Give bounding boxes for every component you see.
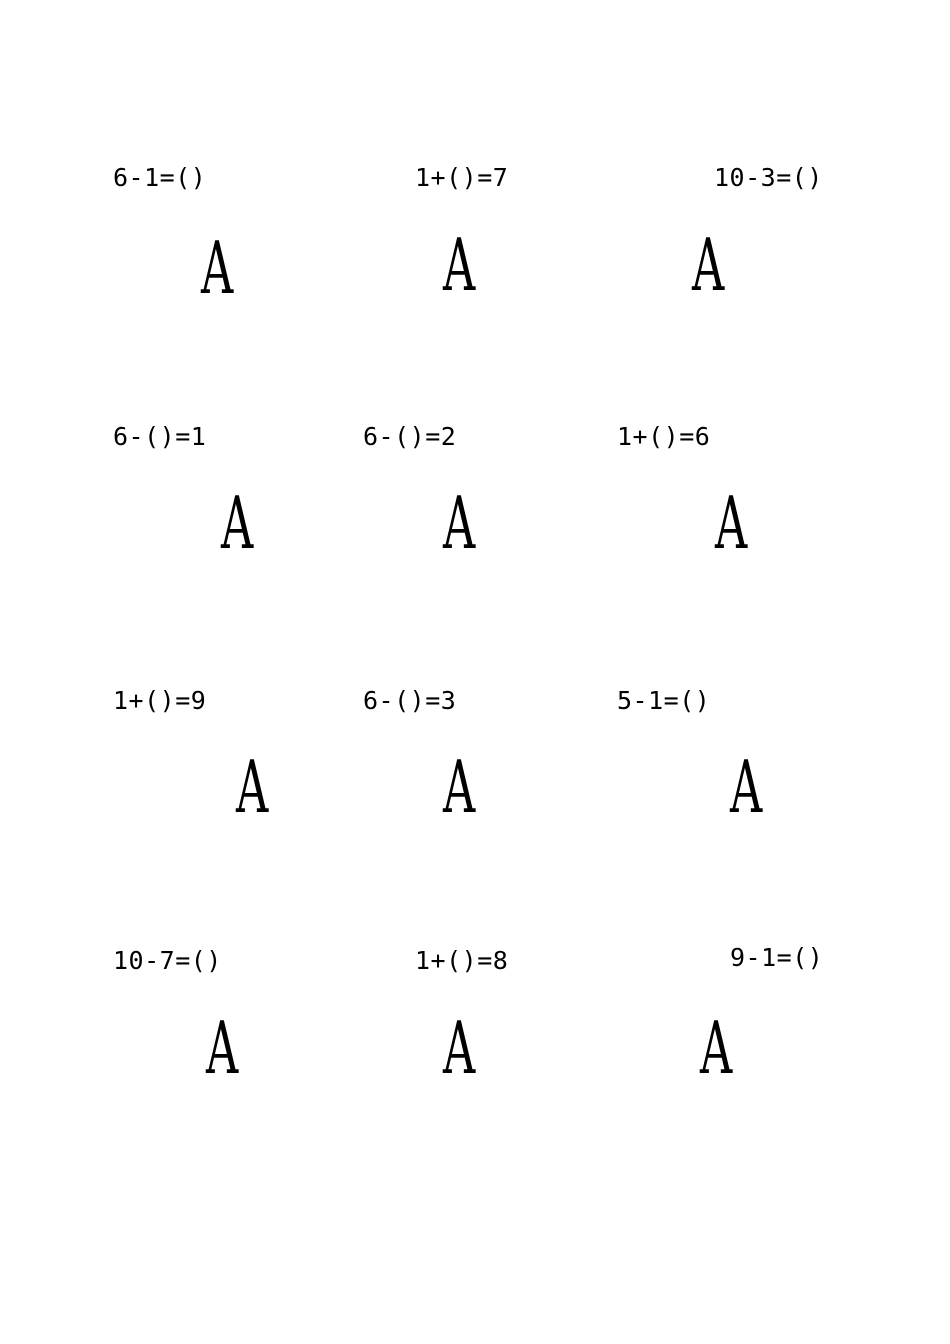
problem-6-glyph: A xyxy=(715,481,748,565)
problem-11-expression: 1+()=8 xyxy=(415,946,509,975)
problem-10-expression: 10-7=() xyxy=(113,946,222,975)
problem-9-glyph: A xyxy=(730,745,763,829)
problem-11-glyph: A xyxy=(443,1006,476,1090)
problem-7-expression: 1+()=9 xyxy=(113,686,207,715)
problem-1-expression: 6-1=() xyxy=(113,163,207,192)
problem-2-glyph: A xyxy=(443,223,476,307)
problem-10-glyph: A xyxy=(206,1006,239,1090)
problem-5-expression: 6-()=2 xyxy=(363,422,457,451)
problem-1-glyph: A xyxy=(201,226,234,310)
problem-5-glyph: A xyxy=(443,481,476,565)
problem-4-glyph: A xyxy=(221,481,254,565)
problem-7-glyph: A xyxy=(236,745,269,829)
problem-8-expression: 6-()=3 xyxy=(363,686,457,715)
problem-3-glyph: A xyxy=(692,223,725,307)
problem-8-glyph: A xyxy=(443,745,476,829)
problem-12-expression: 9-1=() xyxy=(730,943,824,972)
problem-3-expression: 10-3=() xyxy=(714,163,823,192)
problem-2-expression: 1+()=7 xyxy=(415,163,509,192)
problem-6-expression: 1+()=6 xyxy=(617,422,711,451)
problem-4-expression: 6-()=1 xyxy=(113,422,207,451)
problem-12-glyph: A xyxy=(700,1006,733,1090)
problem-9-expression: 5-1=() xyxy=(617,686,711,715)
